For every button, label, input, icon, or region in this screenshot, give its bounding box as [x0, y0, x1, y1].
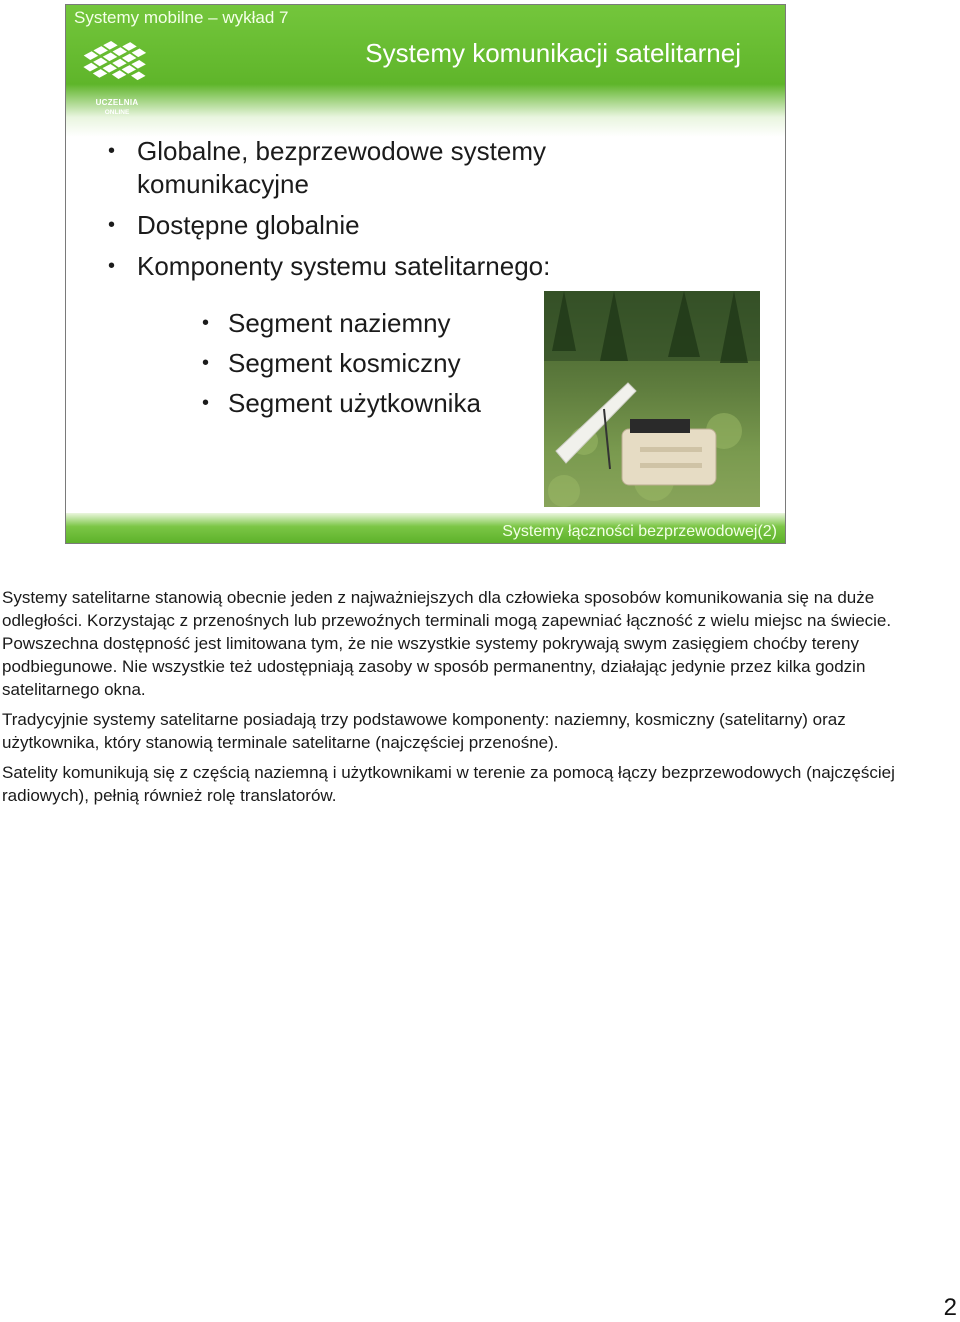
notes-paragraph: Satelity komunikują się z częścią naziemną i użytkownikami w terenie za pomocą łączy bezprzewodowych (najczęściej radiowych), pełnią również rolę translatorów.	[2, 763, 895, 805]
satellite-terminal-photo	[544, 291, 760, 507]
footer-text: Systemy łączności bezprzewodowej(2)	[502, 523, 777, 540]
sub-bullet-list	[196, 307, 556, 427]
sub-bullet-item: • Segment naziemny	[196, 307, 556, 339]
notes-paragraph: Systemy satelitarne stanowią obecnie jeden z najważniejszych dla człowieka sposobów komunikowania się na duże odległości. Korzystając z przenośnych lub przewoźnych terminali mogą zapewniać łączność z wielu miejsc na świecie. Powszechna dostępność jest limitowana tym, że nie wszystkie systemy pokrywają swym zasięgiem choćby tereny podbiegunowe. Nie wszystkie też udostępniają zasoby w sposób permanentny, działając jedynie przez kilka godzin satelitarnego okna.	[2, 588, 892, 699]
slide-title: Systemy komunikacji satelitarnej	[365, 38, 741, 68]
notes-paragraph: Tradycyjnie systemy satelitarne posiadają trzy podstawowe komponenty: naziemny, kosmiczny (satelitarny) oraz użytkownika, który stanowią terminale satelitarne (najczęściej przenośne).	[2, 710, 846, 752]
logo-line-1: UCZELNIA	[95, 98, 139, 107]
slide-footer	[66, 513, 785, 543]
slide-header	[66, 5, 785, 137]
logo-line-2: ONLINE	[104, 109, 130, 116]
bullet-item: • Dostępne globalnie	[104, 209, 624, 242]
lecture-notes	[2, 586, 947, 814]
bullet-item: • Globalne, bezprzewodowe systemy komunikacyjne	[104, 135, 624, 201]
page-number: 2	[943, 1294, 957, 1321]
logo-text	[82, 98, 152, 118]
course-title: Systemy mobilne – wykład 7	[74, 8, 289, 27]
bullet-item: • Komponenty systemu satelitarnego:	[104, 250, 624, 283]
slide	[65, 4, 786, 544]
sub-bullet-item: • Segment kosmiczny	[196, 347, 556, 379]
bullet-list	[104, 135, 624, 291]
sub-bullet-item: • Segment użytkownika	[196, 387, 556, 419]
